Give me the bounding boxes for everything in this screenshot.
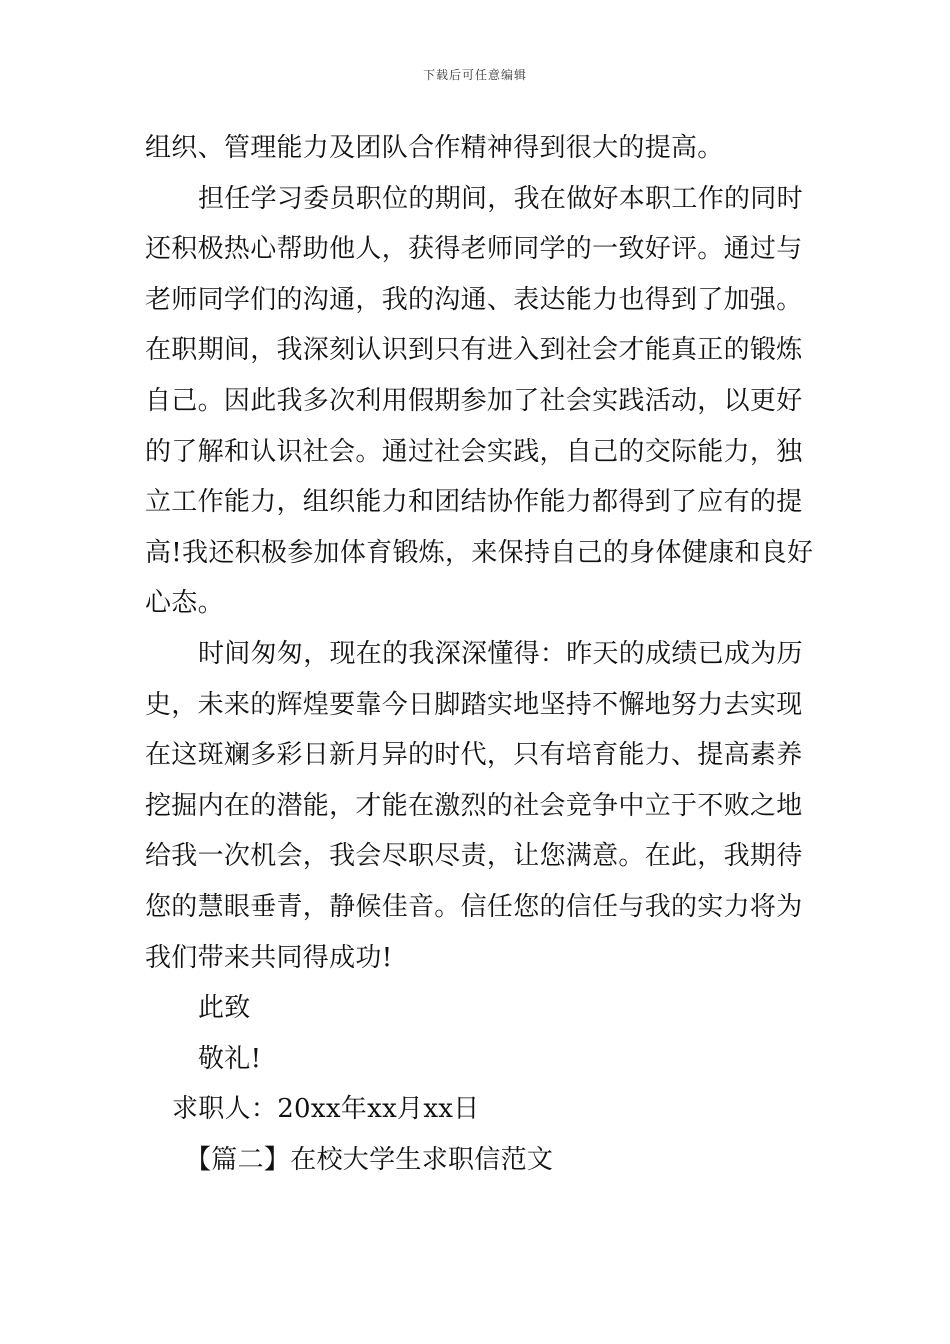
text-line: 在职期间，我深刻认识到只有进入到社会才能真正的锻炼 [145, 335, 803, 366]
text-line: 还积极热心帮助他人，获得老师同学的一致好评。通过与 [145, 234, 803, 265]
text-line: 挖掘内在的潜能，才能在激烈的社会竞争中立于不败之地 [145, 790, 803, 821]
text-line: 自己。因此我多次利用假期参加了社会实践活动，以更好 [145, 385, 803, 416]
section-heading: 【篇二】在校大学生求职信范文 [185, 1144, 554, 1175]
text-line: 在这斑斓多彩日新月异的时代，只有培育能力、提高素养 [145, 740, 803, 771]
header-note: 下载后可任意编辑 [422, 68, 527, 82]
text-line: 老师同学们的沟通，我的沟通、表达能力也得到了加强。 [145, 284, 803, 315]
signature-date: 求职人：20xx年xx月xx日 [172, 1094, 480, 1125]
paragraph-start: 担任学习委员职位的期间，我在做好本职工作的同时 [198, 183, 803, 214]
text-line: 组织、管理能力及团队合作精神得到很大的提高。 [145, 133, 724, 163]
paragraph-start: 时间匆匆，现在的我深深懂得：昨天的成绩已成为历 [198, 638, 803, 669]
text-line: 给我一次机会，我会尽职尽责，让您满意。在此，我期待 [145, 841, 803, 872]
text-line: 您的慧眼垂青，静候佳音。信任您的信任与我的实力将为 [145, 891, 803, 922]
closing-regards: 敬礼! [198, 1043, 262, 1074]
text-line: 高!我还积极参加体育锻炼，来保持自己的身体健康和良好 [145, 537, 814, 568]
document-body [145, 123, 814, 1185]
text-line: 立工作能力，组织能力和团结协作能力都得到了应有的提 [145, 487, 803, 518]
text-line: 我们带来共同得成功! [145, 942, 393, 973]
text-line: 心态。 [145, 588, 224, 619]
closing-salutation: 此致 [198, 993, 251, 1024]
text-line: 的了解和认识社会。通过社会实践，自己的交际能力，独 [145, 436, 803, 467]
text-line: 史，未来的辉煌要靠今日脚踏实地坚持不懈地努力去实现 [145, 689, 803, 720]
